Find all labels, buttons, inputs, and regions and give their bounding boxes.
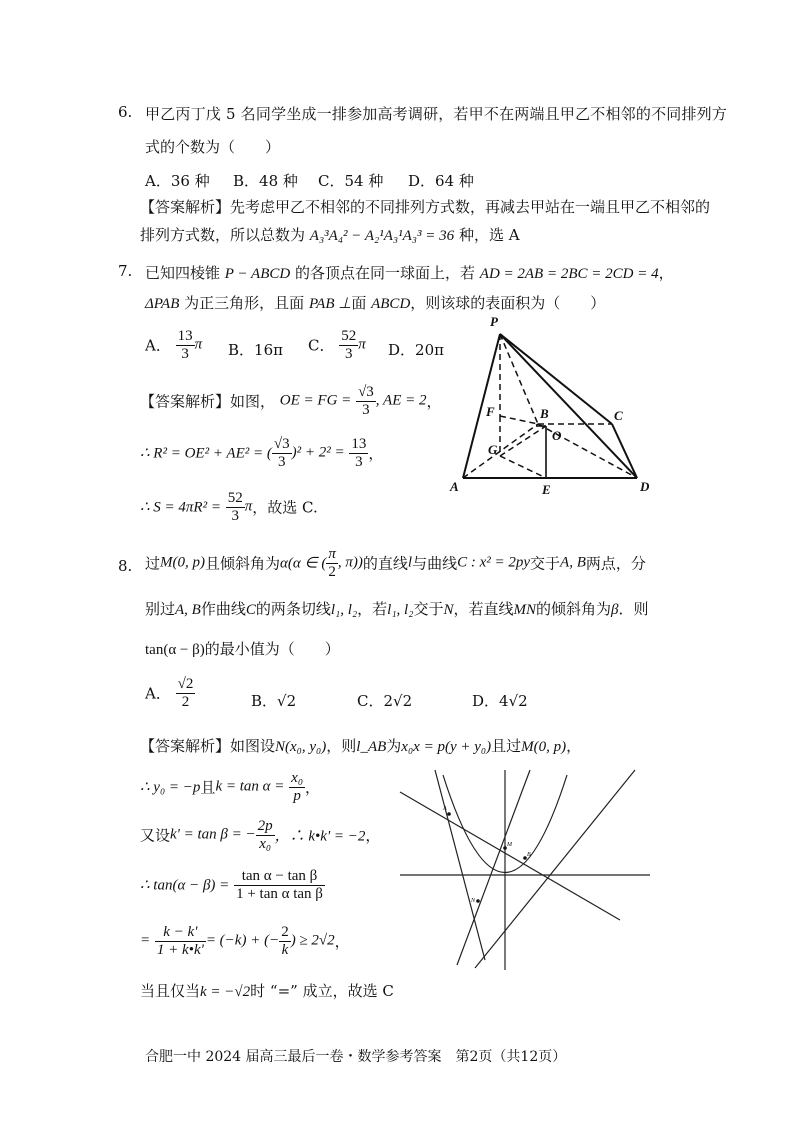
formula: )² + 2² = xyxy=(291,444,345,461)
answer-text: 时 “=” 成立，故选 C xyxy=(250,982,394,1000)
parabola-figure xyxy=(395,770,655,970)
formula: tan(α − β) xyxy=(145,642,205,658)
formula: M(0, p) xyxy=(160,554,206,571)
q7-number: 7. xyxy=(118,262,133,280)
point-A xyxy=(447,812,451,816)
q7-stem-line1 xyxy=(145,262,674,283)
q7-text: ， xyxy=(658,264,674,282)
answer-text: 【答案解析】如图设 xyxy=(140,737,276,755)
frac-den: 3 xyxy=(231,507,239,524)
option-label: A． xyxy=(145,336,171,355)
q7-text: 面 xyxy=(351,294,367,312)
q7-plane: ABCD xyxy=(371,296,411,312)
frac-num: 52 xyxy=(227,490,243,506)
q7-text: 为正三角形，且面 xyxy=(184,294,305,312)
answer-text: ， xyxy=(334,932,350,951)
q6-option-d: D．64 种 xyxy=(408,172,474,190)
frac-num: √3 xyxy=(273,436,290,452)
stem-text: 交于 xyxy=(413,600,444,618)
label-M: M xyxy=(507,842,512,848)
tangent-l1 xyxy=(435,770,485,960)
formula: = (−k) + (− xyxy=(205,932,280,949)
formula: l₁, l₂ xyxy=(330,602,358,618)
line-l xyxy=(400,792,620,920)
frac-den: x₀ xyxy=(259,835,272,852)
q8-stem-line1 xyxy=(145,546,646,580)
answer-text: 又设 xyxy=(140,826,171,845)
formula: l_AB xyxy=(356,739,387,755)
frac-num: π xyxy=(328,546,336,562)
q8-number: 8. xyxy=(118,557,133,575)
q6-option-a: A．36 种 xyxy=(145,172,210,190)
label-P: P xyxy=(490,314,498,329)
q7-option-d: D．20π xyxy=(388,341,444,359)
frac-den: 3 xyxy=(345,345,353,362)
page-footer: 合肥一中 2024 届高三最后一卷・数学参考答案 第2页（共12页） xyxy=(145,1049,567,1065)
formula: ∴ y₀ = −p xyxy=(140,779,201,796)
q6-answer-line1: 【答案解析】先考虑甲乙不相邻的不同排列方式数，再减去甲站在一端且甲乙不相邻的 xyxy=(140,198,711,216)
answer-text: ， xyxy=(426,392,442,411)
q8-answer-line6 xyxy=(140,980,394,1001)
formula: = xyxy=(140,932,151,949)
q8-stem-line2 xyxy=(145,598,649,619)
q7-answer-line3 xyxy=(140,490,318,524)
formula: α(α ∈ ( xyxy=(280,555,327,572)
frac-den: 3 xyxy=(355,453,363,470)
stem-text: 两点，分 xyxy=(585,554,646,573)
label-B: B xyxy=(527,852,531,858)
q8-answer-line4 xyxy=(140,868,325,902)
formula: k = tan α = xyxy=(215,778,285,795)
q7-plane: PAB ⊥ xyxy=(308,296,352,312)
q7-text: 已知四棱锥 xyxy=(145,264,221,282)
label-G: G xyxy=(488,442,498,457)
q7-triangle: ΔPAB xyxy=(145,296,180,312)
q8-answer-line2 xyxy=(140,770,320,804)
formula: N xyxy=(443,602,454,618)
label-N: N xyxy=(471,898,476,904)
formula: C : x² = 2py xyxy=(457,554,531,571)
answer-text: ， xyxy=(566,737,582,755)
segment-FO xyxy=(500,416,538,424)
q8-option-d: D．4√2 xyxy=(472,692,528,710)
frac-num: tan α − tan β xyxy=(234,868,325,886)
answer-text: 当且仅当 xyxy=(140,982,201,1000)
frac-den: 1 + k•k' xyxy=(156,941,204,958)
stem-text: ，若 xyxy=(357,600,388,618)
label-O: O xyxy=(552,428,562,443)
stem-text: ．则 xyxy=(618,600,649,618)
stem-text: 交于 xyxy=(530,554,561,573)
option-label: A． xyxy=(145,684,171,703)
q7-text: 的各顶点在同一球面上，若 xyxy=(294,264,475,282)
q6-answer-line2 xyxy=(140,224,520,245)
edge-PB xyxy=(500,334,538,424)
q6-answer-formula: A₃³A₄² − A₂¹A₃¹A₃³ = 36 xyxy=(309,228,455,244)
frac-den: 3 xyxy=(181,345,189,362)
formula: MN xyxy=(513,602,536,618)
stem-text: 且倾斜角为 xyxy=(205,554,281,573)
segment-GE xyxy=(500,456,546,478)
frac-den: p xyxy=(293,787,301,804)
frac-num: k − k' xyxy=(155,924,206,942)
stem-text: 与曲线 xyxy=(412,554,458,573)
q8-answer-line3 xyxy=(140,818,380,852)
edge-PD xyxy=(500,334,637,478)
frac-den: 3 xyxy=(362,401,370,418)
q8-answer-line1 xyxy=(140,735,581,756)
stem-text: 的直线 xyxy=(362,554,408,573)
formula: C xyxy=(245,602,256,618)
q6-option-c: C．54 种 xyxy=(318,172,384,190)
q7-pyramid: P − ABCD xyxy=(224,266,291,282)
frac-num: 13 xyxy=(177,328,193,344)
q6-stem-line2: 式的个数为（ ） xyxy=(145,138,281,156)
formula: , π)) xyxy=(337,554,363,571)
frac-num: √2 xyxy=(177,676,194,692)
label-E: E xyxy=(542,482,551,497)
q8-stem-line3 xyxy=(145,638,340,659)
frac-den: k xyxy=(281,941,289,958)
formula: ∴ R² = OE² + AE² = ( xyxy=(140,445,272,462)
frac-den: 3 xyxy=(277,453,286,470)
stem-text: 的最小值为（ ） xyxy=(204,640,340,658)
q6-number: 6. xyxy=(118,103,133,121)
answer-text: ， xyxy=(305,778,321,797)
answer-text: 且 xyxy=(200,778,216,797)
q7-stem-line2 xyxy=(145,292,605,313)
pi: π xyxy=(244,498,253,515)
pi: π xyxy=(194,336,203,353)
q7-answer-line2 xyxy=(140,436,383,470)
formula: A, B xyxy=(175,602,201,618)
formula: x₀x = p(y + y₀) xyxy=(401,739,492,755)
frac-num: 13 xyxy=(351,436,367,452)
stem-text: 的两条切线 xyxy=(255,600,331,618)
frac-den: 2 xyxy=(181,693,190,710)
frac-num: √3 xyxy=(358,384,374,400)
answer-text: ，故选 C. xyxy=(252,498,318,517)
formula: l₁, l₂ xyxy=(387,602,414,618)
answer-text: 为 xyxy=(386,737,402,755)
formula: k = −√2 xyxy=(200,984,251,1000)
formula: k' = tan β = − xyxy=(170,826,256,843)
formula: ，∴ k•k' = −2 xyxy=(274,828,366,845)
edge-CD xyxy=(612,424,637,478)
stem-text: 作曲线 xyxy=(200,600,246,618)
stem-text: 的倾斜角为 xyxy=(535,600,611,618)
answer-text: 且过 xyxy=(491,737,522,755)
label-C: C xyxy=(614,408,623,423)
q6-stem-line1: 甲乙丙丁戊 5 名同学坐成一排参加高考调研，若甲不在两端且甲乙不相邻的不同排列方 xyxy=(145,105,728,123)
frac-num: 2p xyxy=(257,818,273,834)
formula: β xyxy=(611,602,619,618)
formula: , AE = 2 xyxy=(375,392,427,409)
stem-text: 别过 xyxy=(145,600,176,618)
frac-num: 2 xyxy=(281,924,289,940)
q8-option-a xyxy=(145,676,195,710)
label-D: D xyxy=(640,479,650,494)
q6-answer-tail: 种，选 A xyxy=(458,226,520,244)
formula: N(x₀, y₀) xyxy=(275,739,327,755)
q8-option-b: B．√2 xyxy=(251,692,297,710)
q7-lengths: AD = 2AB = 2BC = 2CD = 4 xyxy=(479,266,659,282)
answer-text: ， xyxy=(365,826,381,845)
stem-text: 过 xyxy=(145,554,161,573)
line-MN xyxy=(475,770,635,968)
q7-text: ，则该球的表面积为（ ） xyxy=(410,294,606,312)
q8-answer-line5 xyxy=(140,924,350,958)
point-N xyxy=(476,899,480,903)
option-label: C． xyxy=(308,336,335,355)
segment-GO xyxy=(500,426,546,456)
q6-option-b: B．48 种 xyxy=(233,172,298,190)
formula: l xyxy=(407,554,413,571)
frac-den: 1 + tan α tan β xyxy=(236,885,323,902)
q6-answer-text: 排列方式数，所以总数为 xyxy=(140,226,306,244)
pyramid-figure xyxy=(450,316,650,496)
formula: A, B xyxy=(560,554,586,571)
label-F: F xyxy=(486,404,495,419)
formula: ∴ S = 4πR² = xyxy=(140,499,221,516)
label-A: A xyxy=(443,806,447,812)
q7-answer-line1 xyxy=(140,384,442,418)
label-A: A xyxy=(450,479,459,494)
formula: ∴ tan(α − β) = xyxy=(140,877,230,894)
formula: M(0, p) xyxy=(521,739,567,755)
pi: π xyxy=(358,336,366,353)
answer-text: ，则 xyxy=(326,737,357,755)
frac-num: 52 xyxy=(341,328,357,344)
answer-text: 【答案解析】如图， xyxy=(140,392,276,411)
label-B: B xyxy=(540,406,549,421)
q7-option-b: B．16π xyxy=(228,341,283,359)
frac-num: x₀ xyxy=(291,770,304,786)
q7-option-a xyxy=(145,328,202,362)
q8-option-c: C．2√2 xyxy=(357,692,413,710)
frac-den: 2 xyxy=(328,563,336,580)
formula: OE = FG = xyxy=(279,392,352,409)
answer-text: ， xyxy=(368,444,384,463)
q7-option-c xyxy=(308,328,366,362)
stem-text: ，若直线 xyxy=(453,600,514,618)
edge-PC xyxy=(500,334,612,424)
formula: ) ≥ 2√2 xyxy=(290,932,335,949)
